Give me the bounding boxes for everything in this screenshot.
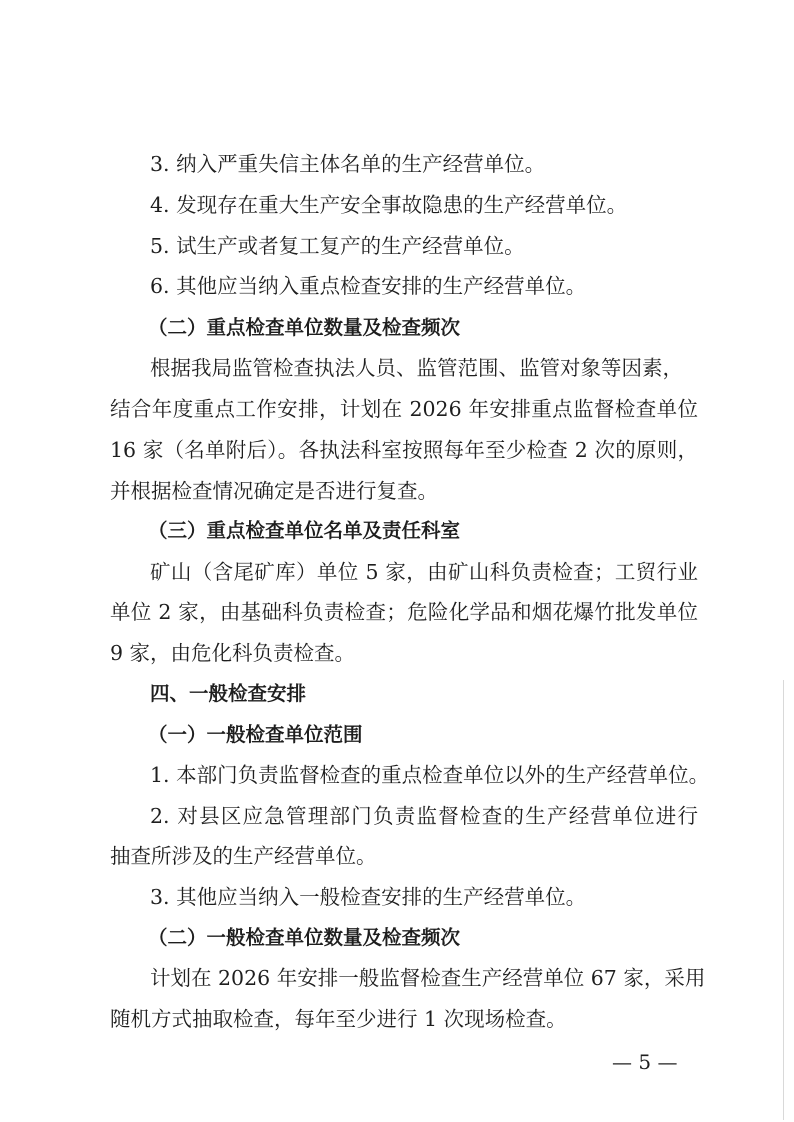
list-item-1: 1. 本部门负责监督检查的重点检查单位以外的生产经营单位。 <box>150 763 710 787</box>
paragraph-line: 9 家，由危化科负责检查。 <box>110 641 356 665</box>
list-item-6: 6. 其他应当纳入重点检查安排的生产经营单位。 <box>150 274 587 298</box>
paragraph-line: 矿山（含尾矿库）单位 5 家，由矿山科负责检查；工贸行业 <box>150 560 698 584</box>
paragraph-line: 并根据检查情况确定是否进行复查。 <box>110 479 438 503</box>
paragraph-line: 结合年度重点工作安排，计划在 2026 年安排重点监督检查单位 <box>110 397 698 421</box>
paragraph-line: 随机方式抽取检查，每年至少进行 1 次现场检查。 <box>110 1007 567 1031</box>
list-item-3b: 3. 其他应当纳入一般检查安排的生产经营单位。 <box>150 885 587 909</box>
list-item-3: 3. 纳入严重失信主体名单的生产经营单位。 <box>150 152 546 176</box>
scan-edge-divider <box>783 680 784 1120</box>
section-heading-general-scope: （一）一般检查单位范围 <box>148 723 363 746</box>
paragraph-line: 单位 2 家，由基础科负责检查；危险化学品和烟花爆竹批发单位 <box>110 600 698 624</box>
list-item-5: 5. 试生产或者复工复产的生产经营单位。 <box>150 234 525 258</box>
list-item-2: 2. 对县区应急管理部门负责监督检查的生产经营单位进行 <box>150 804 698 828</box>
section-heading-key-list: （三）重点检查单位名单及责任科室 <box>148 519 461 542</box>
page-number: — 5 — <box>612 1050 678 1074</box>
paragraph-line: 根据我局监管检查执法人员、监管范围、监管对象等因素， <box>150 356 683 380</box>
chapter-heading-general: 四、一般检查安排 <box>150 682 307 705</box>
section-heading-key-quantity: （二）重点检查单位数量及检查频次 <box>148 316 461 339</box>
section-heading-general-quantity: （二）一般检查单位数量及检查频次 <box>148 926 461 949</box>
list-item-4: 4. 发现存在重大生产安全事故隐患的生产经营单位。 <box>150 193 628 217</box>
paragraph-line: 计划在 2026 年安排一般监督检查生产经营单位 67 家，采用 <box>150 966 706 990</box>
paragraph-line: 抽查所涉及的生产经营单位。 <box>110 844 377 868</box>
paragraph-line: 16 家（名单附后）。各执法科室按照每年至少检查 2 次的原则， <box>110 438 698 462</box>
